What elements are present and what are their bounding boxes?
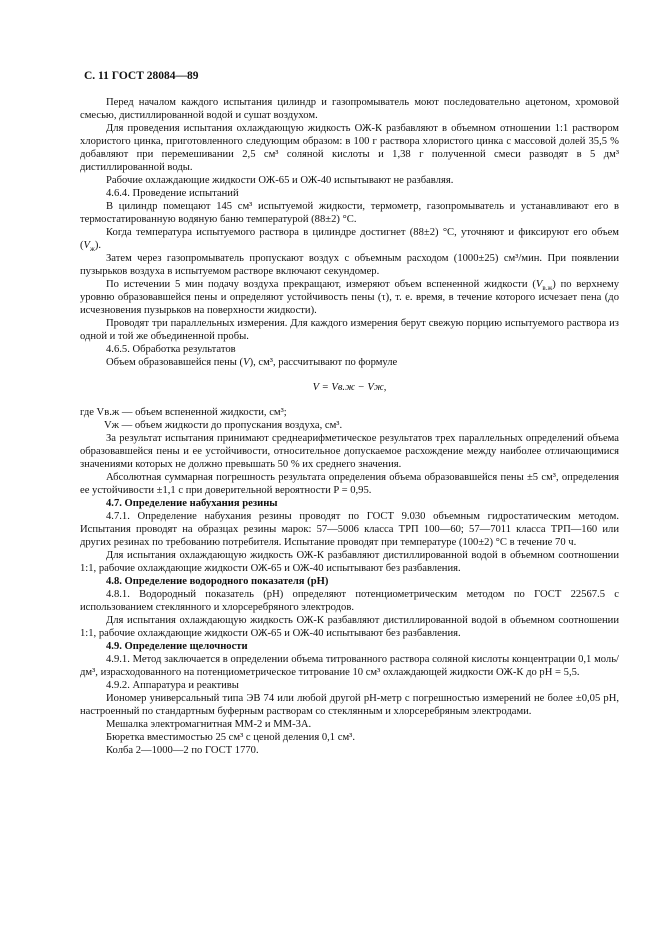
section-heading-4-6-5: 4.6.5. Обработка результатов (106, 344, 236, 355)
paragraph: Абсолютная суммарная погрешность результата определения объема образовавшейся пены ±5 см³, определения ее устойчивости ±1,1 с при доверительной вероятности P = 0,95. (80, 472, 619, 496)
variable-subscript: в.ж (542, 284, 553, 293)
section-heading-4-9: 4.9. Определение щелочности (106, 641, 248, 652)
paragraph: 4.9.1. Метод заключается в определении объема титрованного раствора соляной кислоты концентрации 0,1 моль/дм³, израсходованного на потенциометрическое титрование 10 см³ охлаждающей жидкости ОЖ-К до pH = 5,5. (80, 654, 619, 678)
text-run: По истечении 5 мин подачу воздуха прекращают, измеряют объем вспененной жидкости ( (106, 279, 536, 290)
paragraph: Мешалка электромагнитная ММ-2 и ММ-3А. (106, 719, 312, 730)
paragraph: Перед началом каждого испытания цилиндр и газопромыватель моют последовательно ацетоном, хромовой смесью, дистиллированной водой и сушат воздухом. (80, 97, 619, 121)
paragraph: Для испытания охлаждающую жидкость ОЖ-К разбавляют дистиллированной водой в объемном соотношении 1:1, рабочие охлаждающие жидкости ОЖ-65 и ОЖ-40 испытывают без разбавления. (80, 550, 619, 574)
text-run: ). (94, 240, 102, 251)
paragraph: Затем через газопромыватель пропускают воздух с объемным расходом (1000±25) см³/мин. При появлении пузырьков воздуха в испытуемом растворе включают секундомер. (80, 253, 619, 277)
formula: V = Vв.ж − Vж, (312, 382, 387, 393)
section-heading-4-6-4: 4.6.4. Проведение испытаний (106, 188, 239, 199)
paragraph: Колба 2—1000—2 по ГОСТ 1770. (106, 745, 259, 756)
variable: V (535, 279, 543, 290)
paragraph: 4.7.1. Определение набухания резины проводят по ГОСТ 9.030 объемным гидростатическим методом. Испытания проводят на образцах резины марок: 57—5006 класса ТРП 100—60; 57—7011 класса ТРП—160 или других резинах по требованию потребителя. Испытание проводят при температуре (100±2) °С в течение 70 ч. (80, 511, 619, 548)
paragraph: Для испытания охлаждающую жидкость ОЖ-К разбавляют дистиллированной водой в объемном соотношении 1:1, рабочие охлаждающие жидкости ОЖ-65 и ОЖ-40 испытывают без разбавления. (80, 615, 619, 639)
variable-subscript: ж (90, 245, 95, 254)
paragraph: Проводят три параллельных измерения. Для каждого измерения берут свежую порцию испытуемого раствора из одной и той же объединенной пробы. (80, 318, 619, 342)
paragraph: Бюретка вместимостью 25 см³ с ценой деления 0,1 см³. (106, 732, 355, 743)
paragraph: За результат испытания принимают среднеарифметическое результатов трех параллельных определений объема образовавшейся пены и ее устойчивости, относительное допускаемое расхождение между наиболее отличающимися значениями которых не должно превышать 50 % их среднего значения. (80, 433, 619, 470)
paragraph (80, 226, 619, 252)
paragraph: В цилиндр помещают 145 см³ испытуемой жидкости, термометр, газопромыватель и устанавливают его в термостатированную водяную баню температурой (88±2) °С. (80, 201, 619, 225)
section-heading-4-8: 4.8. Определение водородного показателя (pH) (106, 576, 329, 587)
formula-legend: Vж — объем жидкости до пропускания воздуха, см³. (104, 420, 343, 431)
paragraph: Рабочие охлаждающие жидкости ОЖ-65 и ОЖ-40 испытывают не разбавляя. (106, 175, 454, 186)
text-run: Когда температура испытуемого раствора в цилиндре достигнет (88±2) °С, уточняют и фиксируют его объем ( (80, 227, 619, 251)
paragraph: 4.8.1. Водородный показатель (pH) определяют потенциометрическим методом по ГОСТ 22567.5 с использованием стеклянного и хлорсеребряного электродов. (80, 589, 619, 613)
paragraph (80, 278, 619, 317)
paragraph (80, 356, 619, 369)
variable: V (83, 240, 91, 251)
document-body (80, 96, 619, 757)
text-run: ), см³, рассчитывают по формуле (249, 357, 398, 368)
text-run: Объем образовавшейся пены ( (106, 357, 244, 368)
formula-legend: где Vв.ж — объем вспененной жидкости, см³; (80, 407, 287, 418)
page-header: С. 11 ГОСТ 28084—89 (84, 70, 199, 82)
section-heading-4-9-2: 4.9.2. Аппаратура и реактивы (106, 680, 239, 691)
paragraph: Иономер универсальный типа ЭВ 74 или любой другой pH-метр с погрешностью измерений не более ±0,05 pH, настроенный по стандартным буферным растворам со стеклянным и хлорсеребряным электродами. (80, 693, 619, 717)
section-heading-4-7: 4.7. Определение набухания резины (106, 498, 278, 509)
paragraph: Для проведения испытания охлаждающую жидкость ОЖ-К разбавляют в объемном отношении 1:1 раствором хлористого цинка, приготовленного следующим образом: в 100 г раствора хлористого цинка с массовой долей 35,5 % добавляют при перемешивании 2,5 см³ соляной кислоты и 1,38 г полученной смеси разводят в 5 дм³ дистиллированной воды. (80, 123, 619, 173)
variable: V (243, 357, 250, 368)
text-run: ) по верхнему уровню образовавшейся пены и определяют устойчивость пены (τ), т. е. время, в течение которого исчезает пена (до исчезновения пузырьков на поверхности жидкости). (80, 279, 619, 316)
